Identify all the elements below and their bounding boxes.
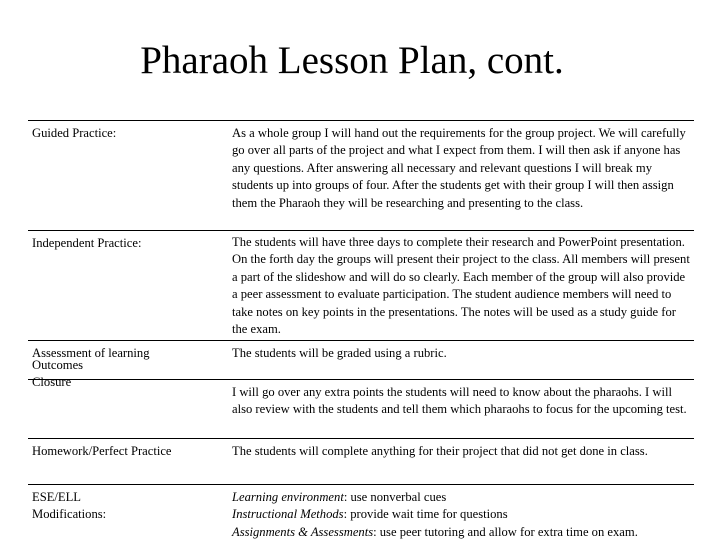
table-row-independent-practice [28, 231, 694, 341]
homework-label: Homework/Perfect Practice [28, 438, 228, 484]
ese-label-line1: ESE/ELL [32, 489, 81, 504]
table-row-closure [28, 379, 694, 438]
lesson-plan-table [28, 120, 694, 549]
slide-title: Pharaoh Lesson Plan, cont. [140, 39, 564, 82]
independent-practice-text: The students will have three days to complete their research and PowerPoint presentation. On the forth day the groups will present their project to the class. All members will present a part of the slideshow and will do so clearly. Each member of the group will also provide a peer assessment to evaluate participation. The student audience members will need to take notes on key points in the presentations. The notes will be used as a study guide for the exam. [232, 235, 690, 337]
table-row-ese-ell [28, 484, 694, 549]
assessment-label-line1: Assessment of learning [32, 346, 150, 360]
table-row-assessment [28, 341, 694, 380]
ese-line2-italic: Instructional Methods [232, 507, 344, 522]
homework-text: The students will complete anything for their project that did not get done in class. [228, 438, 694, 484]
closure-text: I will go over any extra points the students will need to know about the pharaohs. I will also review with the students and tell them which pharaohs to focus for the upcoming test. [228, 379, 694, 438]
closure-label: Closure [32, 374, 72, 389]
assessment-label-line2: Outcomes [32, 358, 84, 373]
table-row-guided-practice [28, 121, 694, 231]
ese-line3-rest: : use peer tutoring and allow for extra time on exam. [373, 524, 638, 539]
guided-practice-text: As a whole group I will hand out the requirements for the group project. We will carefully go over all parts of the project and what I expect from them. I will then ask if anyone has any questions. After answering all necessary and relevant questions I will break my students up into groups of four. After the students get with their group I will then assign them the Pharaoh they will be researching and presenting to the class. [228, 121, 694, 231]
ese-label [28, 484, 228, 549]
closure-label-cell [28, 374, 228, 438]
ese-label-line2: Modifications: [32, 507, 107, 522]
ese-line2-rest: : provide wait time for questions [343, 507, 508, 522]
table-row-homework [28, 438, 694, 484]
independent-practice-label: Independent Practice: [28, 231, 228, 341]
ese-line1-rest: : use nonverbal cues [343, 489, 447, 504]
assessment-text: The students will be graded using a rubric. [228, 341, 694, 380]
independent-practice-cell [228, 231, 694, 341]
ese-line1-italic: Learning environment [232, 489, 344, 504]
assessment-label [28, 341, 228, 380]
ese-line3-italic: Assignments & Assessments [232, 524, 374, 539]
guided-practice-label: Guided Practice: [28, 121, 228, 231]
ese-text [228, 484, 694, 549]
